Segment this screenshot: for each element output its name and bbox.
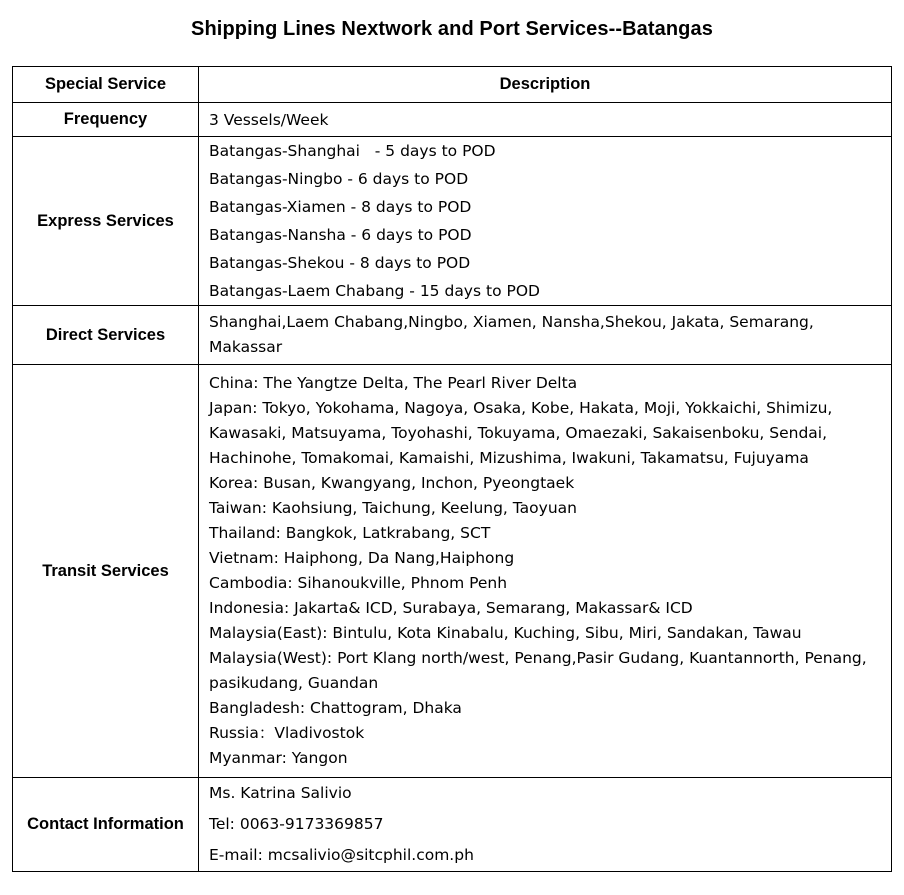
- page-title: Shipping Lines Nextwork and Port Services--Batangas: [191, 18, 713, 40]
- frequency-value: 3 Vessels/Week: [199, 103, 892, 137]
- frequency-label: Frequency: [13, 103, 199, 137]
- transit-line-indonesia: Indonesia: Jakarta& ICD, Surabaya, Semarang, Makassar& ICD: [209, 599, 693, 617]
- transit-line-russia: Russia：Vladivostok: [209, 724, 365, 742]
- contact-information-details: [199, 778, 892, 872]
- transit-services-list: [199, 365, 892, 778]
- transit-line-vietnam: Vietnam: Haiphong, Da Nang,Haiphong: [209, 549, 515, 567]
- transit-line-china: China: The Yangtze Delta, The Pearl River Delta: [209, 374, 578, 392]
- contact-information-label: Contact Information: [13, 778, 199, 872]
- contact-email: E-mail: mcsalivio@sitcphil.com.ph: [209, 846, 474, 864]
- express-services-label: Express Services: [13, 137, 199, 306]
- transit-line-malaysia-west: Malaysia(West): Port Klang north/west, Penang,Pasir Gudang, Kuantannorth, Penang, pasikudang, Guandan: [209, 649, 867, 692]
- direct-services-row: [13, 306, 892, 365]
- express-route: Batangas-Shekou - 8 days to POD: [209, 254, 471, 272]
- transit-line-cambodia: Cambodia: Sihanoukville, Phnom Penh: [209, 574, 508, 592]
- transit-services-label: Transit Services: [13, 365, 199, 778]
- express-services-list: [199, 137, 892, 306]
- frequency-row: [13, 103, 892, 137]
- direct-services-label: Direct Services: [13, 306, 199, 365]
- table-header-row: [13, 67, 892, 103]
- transit-line-korea: Korea: Busan, Kwangyang, Inchon, Pyeongtaek: [209, 474, 575, 492]
- express-route: Batangas-Shanghai - 5 days to POD: [209, 142, 496, 160]
- express-route: Batangas-Laem Chabang - 15 days to POD: [209, 282, 540, 300]
- direct-services-value: Shanghai,Laem Chabang,Ningbo, Xiamen, Nansha,Shekou, Jakata, Semarang, Makassar: [199, 306, 892, 365]
- transit-line-malaysia-east: Malaysia(East): Bintulu, Kota Kinabalu, Kuching, Sibu, Miri, Sandakan, Tawau: [209, 624, 802, 642]
- transit-line-japan: Japan: Tokyo, Yokohama, Nagoya, Osaka, Kobe, Hakata, Moji, Yokkaichi, Shimizu, Kawasaki, Matsuyama, Toyohashi, Tokuyama, Omaezaki, Sakaisenboku, Sendai, Hachinohe, Tomakomai, Kamaishi, Mizushima, Iwakuni, Takamatsu, Fujuyama: [209, 399, 833, 467]
- express-services-row: [13, 137, 892, 306]
- express-route: Batangas-Nansha - 6 days to POD: [209, 226, 472, 244]
- contact-information-row: [13, 778, 892, 872]
- transit-services-row: [13, 365, 892, 778]
- header-description: Description: [199, 67, 892, 103]
- contact-phone: Tel: 0063-9173369857: [209, 815, 384, 833]
- transit-line-thailand: Thailand: Bangkok, Latkrabang, SCT: [209, 524, 491, 542]
- transit-line-taiwan: Taiwan: Kaohsiung, Taichung, Keelung, Taoyuan: [209, 499, 577, 517]
- express-route: Batangas-Xiamen - 8 days to POD: [209, 198, 472, 216]
- express-route: Batangas-Ningbo - 6 days to POD: [209, 170, 469, 188]
- transit-line-myanmar: Myanmar: Yangon: [209, 749, 348, 767]
- contact-name: Ms. Katrina Salivio: [209, 784, 352, 802]
- header-special-service: Special Service: [13, 67, 199, 103]
- transit-line-bangladesh: Bangladesh: Chattogram, Dhaka: [209, 699, 462, 717]
- services-table: [12, 66, 892, 872]
